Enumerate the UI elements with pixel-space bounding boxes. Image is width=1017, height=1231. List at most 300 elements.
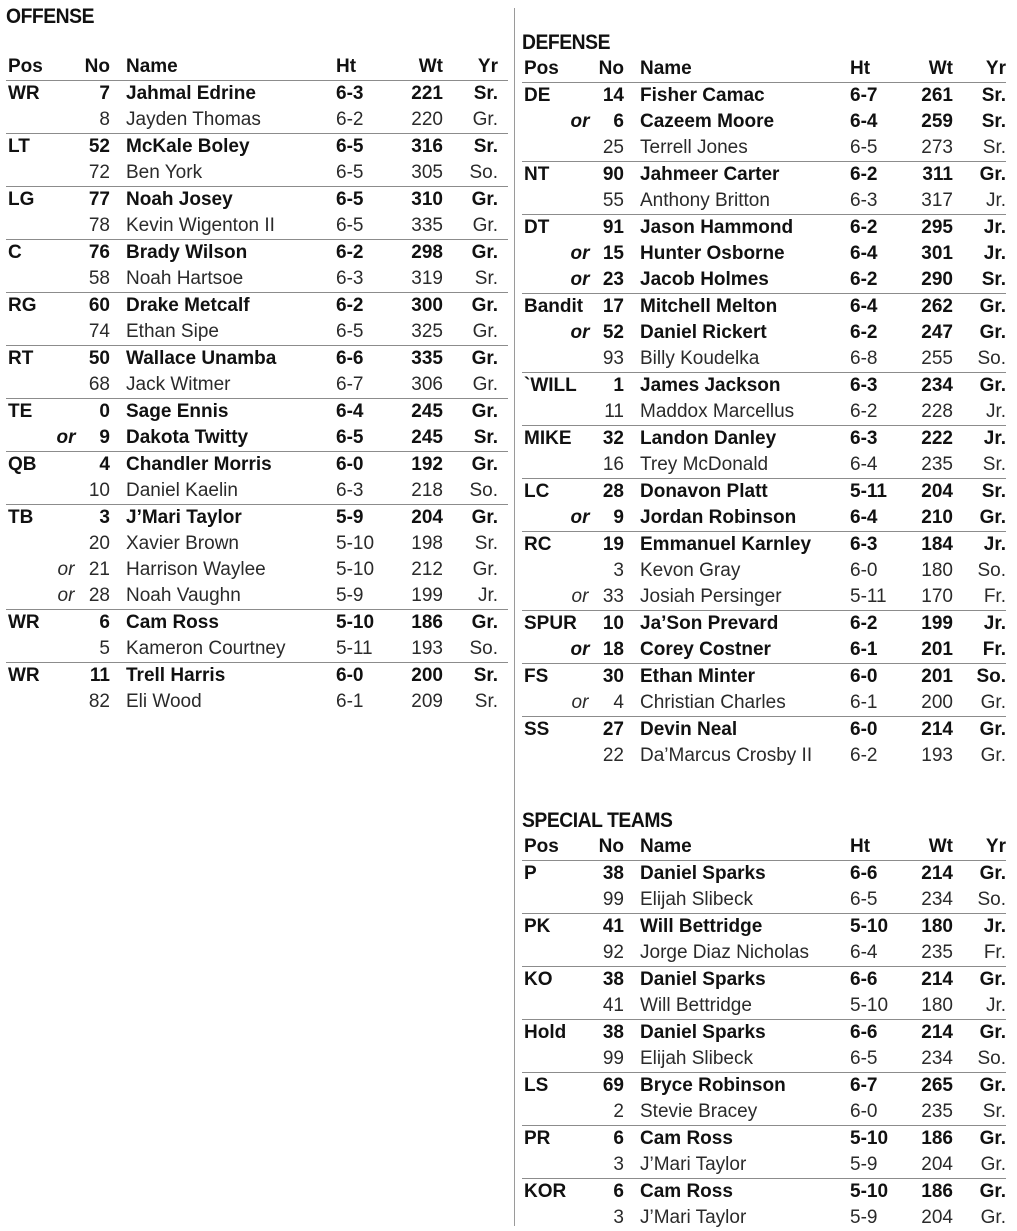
- cell-wt: 209: [411, 691, 443, 712]
- roster-row: [6, 239, 508, 266]
- cell-name: Wallace Unamba: [126, 348, 277, 369]
- header-yr: Yr: [477, 56, 498, 77]
- cell-ht: 6-7: [850, 85, 878, 106]
- roster-row: [522, 993, 1006, 1019]
- cell-ht: 5-10: [850, 1128, 889, 1149]
- cell-name: Landon Danley: [640, 428, 777, 449]
- cell-yr: Sr.: [473, 136, 498, 157]
- roster-row: [522, 505, 1006, 531]
- cell-ht: 6-3: [850, 375, 878, 396]
- cell-yr: Jr.: [985, 190, 1006, 211]
- cell-yr: Sr.: [982, 454, 1006, 475]
- cell-wt: 273: [921, 137, 953, 158]
- cell-pos: PK: [524, 916, 551, 937]
- cell-yr: So.: [469, 638, 498, 659]
- cell-wt: 335: [411, 348, 443, 369]
- cell-yr: Gr.: [979, 863, 1006, 884]
- roster-row: [6, 266, 508, 292]
- header-name: Name: [640, 836, 692, 857]
- roster-row: [522, 1046, 1006, 1072]
- roster-row: [6, 609, 508, 636]
- header-wt: Wt: [928, 836, 953, 857]
- cell-no: 5: [99, 638, 110, 659]
- cell-name: Jayden Thomas: [126, 109, 261, 130]
- cell-no: 77: [88, 189, 110, 210]
- cell-pos: SPUR: [524, 613, 577, 634]
- cell-yr: Gr.: [979, 969, 1006, 990]
- offense-rows: [6, 81, 508, 715]
- cell-name: J’Mari Taylor: [126, 507, 242, 528]
- cell-no: 90: [602, 164, 624, 185]
- roster-row: [6, 319, 508, 345]
- roster-row: [522, 478, 1006, 505]
- roster-row: [522, 966, 1006, 993]
- header-pos: Pos: [8, 56, 43, 77]
- header-pos: Pos: [524, 836, 559, 857]
- roster-row: [522, 913, 1006, 940]
- cell-wt: 204: [921, 481, 953, 502]
- cell-name: Jason Hammond: [640, 217, 794, 238]
- cell-name: Jacob Holmes: [640, 269, 769, 290]
- cell-ht: 6-5: [336, 136, 364, 157]
- cell-wt: 301: [921, 243, 953, 264]
- cell-pos: P: [524, 863, 537, 884]
- cell-ht: 6-7: [850, 1075, 878, 1096]
- cell-ht: 6-1: [850, 639, 878, 660]
- cell-ht: 6-3: [850, 428, 878, 449]
- cell-ht: 6-2: [850, 401, 878, 422]
- cell-no: 11: [604, 401, 624, 422]
- cell-no: 7: [99, 83, 110, 104]
- roster-row: [6, 186, 508, 213]
- header-wt: Wt: [928, 58, 953, 79]
- cell-wt: 235: [921, 1101, 953, 1122]
- cell-yr: Gr.: [472, 109, 498, 130]
- cell-wt: 204: [411, 507, 443, 528]
- cell-wt: 220: [411, 109, 443, 130]
- header-pos: Pos: [524, 58, 559, 79]
- cell-ht: 6-8: [850, 348, 878, 369]
- cell-ht: 6-0: [850, 1101, 878, 1122]
- roster-row: [522, 1178, 1006, 1205]
- cell-no: 9: [613, 507, 624, 528]
- cell-no: 58: [88, 268, 110, 289]
- cell-yr: Gr.: [471, 612, 498, 633]
- cell-yr: So.: [469, 162, 498, 183]
- cell-pos: NT: [524, 164, 550, 185]
- cell-pos: DE: [524, 85, 551, 106]
- cell-yr: Gr.: [472, 215, 498, 236]
- roster-row: [6, 425, 508, 451]
- roster-row: [522, 1072, 1006, 1099]
- cell-no: 3: [613, 560, 624, 581]
- cell-no: 41: [602, 916, 624, 937]
- cell-name: Elijah Slibeck: [640, 1048, 753, 1069]
- cell-yr: Gr.: [980, 745, 1006, 766]
- cell-name: Jorge Diaz Nicholas: [640, 942, 809, 963]
- cell-no: 15: [602, 243, 624, 264]
- cell-pos: TB: [8, 507, 34, 528]
- cell-yr: Jr.: [985, 995, 1006, 1016]
- cell-ht: 5-11: [850, 586, 887, 607]
- cell-name: Jahmeer Carter: [640, 164, 780, 185]
- cell-no: 9: [99, 427, 110, 448]
- cell-yr: Sr.: [982, 1101, 1006, 1122]
- cell-ht: 5-10: [850, 916, 889, 937]
- cell-or: or: [571, 692, 589, 713]
- cell-name: Stevie Bracey: [640, 1101, 758, 1122]
- roster-row: [522, 109, 1006, 135]
- cell-no: 20: [88, 533, 110, 554]
- cell-no: 28: [88, 585, 110, 606]
- cell-ht: 6-0: [336, 665, 364, 686]
- cell-no: 52: [602, 322, 624, 343]
- cell-name: Ja’Son Prevard: [640, 613, 779, 634]
- cell-yr: Fr.: [983, 586, 1006, 607]
- cell-yr: Sr.: [473, 665, 498, 686]
- cell-name: Billy Koudelka: [640, 348, 760, 369]
- cell-wt: 317: [921, 190, 953, 211]
- cell-wt: 222: [921, 428, 953, 449]
- cell-ht: 5-10: [336, 559, 375, 580]
- column-divider: [514, 8, 515, 1226]
- cell-wt: 228: [921, 401, 953, 422]
- special-teams-title: SPECIAL TEAMS: [522, 809, 673, 832]
- cell-yr: Gr.: [979, 296, 1006, 317]
- cell-no: 93: [602, 348, 624, 369]
- cell-wt: 305: [411, 162, 443, 183]
- cell-wt: 210: [921, 507, 953, 528]
- roster-row: [522, 558, 1006, 584]
- cell-yr: Sr.: [473, 83, 498, 104]
- cell-ht: 6-5: [850, 1048, 878, 1069]
- header-ht: Ht: [850, 58, 871, 79]
- cell-yr: Gr.: [472, 321, 498, 342]
- header-name: Name: [126, 56, 178, 77]
- cell-ht: 5-10: [336, 612, 375, 633]
- cell-wt: 311: [922, 164, 953, 185]
- cell-ht: 6-4: [850, 243, 878, 264]
- header-wt: Wt: [418, 56, 443, 77]
- cell-wt: 214: [921, 863, 953, 884]
- cell-wt: 170: [921, 586, 953, 607]
- cell-name: Jack Witmer: [126, 374, 231, 395]
- cell-name: Cam Ross: [640, 1181, 733, 1202]
- cell-no: 6: [613, 1181, 624, 1202]
- roster-row: [6, 531, 508, 557]
- defense-title: DEFENSE: [522, 31, 611, 54]
- cell-pos: RT: [8, 348, 34, 369]
- cell-name: Mitchell Melton: [640, 296, 778, 317]
- cell-wt: 214: [921, 969, 953, 990]
- cell-yr: Gr.: [471, 507, 498, 528]
- roster-row: [522, 346, 1006, 372]
- cell-yr: So.: [977, 560, 1006, 581]
- roster-row: [6, 583, 508, 609]
- cell-ht: 6-0: [850, 719, 878, 740]
- cell-ht: 6-1: [336, 691, 364, 712]
- cell-ht: 6-2: [850, 164, 878, 185]
- cell-no: 23: [602, 269, 624, 290]
- cell-or: or: [56, 427, 76, 448]
- cell-yr: Gr.: [980, 1207, 1006, 1228]
- cell-no: 3: [613, 1154, 624, 1175]
- cell-no: 38: [602, 1022, 624, 1043]
- cell-wt: 180: [921, 560, 953, 581]
- cell-or: or: [571, 586, 589, 607]
- cell-name: Corey Costner: [640, 639, 771, 660]
- roster-row: [6, 160, 508, 186]
- cell-no: 50: [88, 348, 110, 369]
- cell-wt: 212: [411, 559, 443, 580]
- defense-section: [522, 30, 1006, 769]
- cell-wt: 186: [921, 1128, 953, 1149]
- cell-ht: 6-5: [336, 189, 364, 210]
- cell-pos: PR: [524, 1128, 551, 1149]
- cell-no: 18: [602, 639, 624, 660]
- cell-yr: Gr.: [472, 374, 498, 395]
- cell-pos: KOR: [524, 1181, 567, 1202]
- cell-no: 10: [602, 613, 624, 634]
- cell-pos: LS: [524, 1075, 549, 1096]
- cell-no: 6: [613, 1128, 624, 1149]
- roster-row: [522, 188, 1006, 214]
- cell-yr: Gr.: [471, 401, 498, 422]
- roster-row: [6, 213, 508, 239]
- cell-ht: 5-9: [850, 1207, 878, 1228]
- cell-or: or: [570, 639, 590, 660]
- cell-wt: 234: [921, 375, 953, 396]
- cell-name: Will Bettridge: [640, 995, 752, 1016]
- cell-yr: Gr.: [471, 454, 498, 475]
- cell-or: or: [57, 585, 75, 606]
- cell-wt: 221: [411, 83, 443, 104]
- cell-name: Noah Vaughn: [126, 585, 241, 606]
- cell-wt: 198: [411, 533, 443, 554]
- cell-wt: 335: [411, 215, 443, 236]
- cell-no: 82: [88, 691, 110, 712]
- cell-name: Kevin Wigenton II: [126, 215, 275, 236]
- cell-no: 21: [88, 559, 110, 580]
- cell-name: J’Mari Taylor: [640, 1154, 747, 1175]
- cell-pos: SS: [524, 719, 550, 740]
- cell-yr: Sr.: [982, 137, 1006, 158]
- cell-ht: 6-0: [336, 454, 364, 475]
- cell-name: Noah Josey: [126, 189, 233, 210]
- cell-name: Cam Ross: [126, 612, 219, 633]
- cell-pos: WR: [8, 83, 40, 104]
- cell-ht: 5-9: [336, 585, 364, 606]
- cell-no: 6: [99, 612, 110, 633]
- offense-header-row: [6, 54, 508, 81]
- cell-no: 14: [602, 85, 624, 106]
- cell-no: 22: [602, 745, 624, 766]
- cell-name: Maddox Marcellus: [640, 401, 795, 422]
- cell-wt: 214: [921, 719, 953, 740]
- roster-row: [522, 1125, 1006, 1152]
- cell-no: 25: [602, 137, 624, 158]
- cell-wt: 204: [921, 1207, 953, 1228]
- roster-row: [522, 83, 1006, 109]
- cell-yr: Gr.: [471, 242, 498, 263]
- cell-or: or: [570, 322, 590, 343]
- roster-row: [522, 743, 1006, 769]
- cell-no: 17: [602, 296, 624, 317]
- cell-yr: So.: [977, 889, 1006, 910]
- cell-name: Sage Ennis: [126, 401, 229, 422]
- cell-no: 99: [602, 889, 624, 910]
- cell-or: or: [570, 269, 590, 290]
- defense-header-row: [522, 56, 1006, 83]
- special-header-row: [522, 834, 1006, 861]
- cell-yr: So.: [976, 666, 1006, 687]
- roster-row: [522, 584, 1006, 610]
- cell-wt: 218: [411, 480, 443, 501]
- cell-ht: 6-6: [850, 863, 878, 884]
- roster-row: [522, 887, 1006, 913]
- cell-yr: Gr.: [979, 1181, 1006, 1202]
- cell-pos: LT: [8, 136, 30, 157]
- cell-pos: KO: [524, 969, 553, 990]
- cell-name: Will Bettridge: [640, 916, 763, 937]
- cell-name: Daniel Sparks: [640, 1022, 766, 1043]
- cell-ht: 6-6: [850, 969, 878, 990]
- cell-no: 16: [602, 454, 624, 475]
- roster-row: [6, 662, 508, 689]
- header-no: No: [84, 56, 110, 77]
- cell-name: Dakota Twitty: [126, 427, 249, 448]
- cell-no: 55: [602, 190, 624, 211]
- cell-yr: Jr.: [983, 243, 1006, 264]
- cell-name: Eli Wood: [126, 691, 202, 712]
- cell-yr: So.: [469, 480, 498, 501]
- cell-no: 33: [602, 586, 624, 607]
- cell-wt: 245: [411, 401, 443, 422]
- header-name: Name: [640, 58, 692, 79]
- cell-no: 38: [602, 969, 624, 990]
- roster-row: [522, 1152, 1006, 1178]
- roster-row: [522, 690, 1006, 716]
- cell-ht: 6-5: [336, 162, 364, 183]
- roster-row: [522, 399, 1006, 425]
- header-yr: Yr: [985, 58, 1006, 79]
- cell-yr: Jr.: [985, 401, 1006, 422]
- cell-name: Hunter Osborne: [640, 243, 785, 264]
- roster-row: [6, 345, 508, 372]
- cell-yr: Sr.: [474, 268, 498, 289]
- cell-name: Josiah Persinger: [640, 586, 782, 607]
- cell-ht: 6-4: [850, 507, 878, 528]
- cell-no: 69: [602, 1075, 624, 1096]
- cell-name: James Jackson: [640, 375, 781, 396]
- cell-wt: 235: [921, 454, 953, 475]
- cell-yr: Gr.: [979, 1075, 1006, 1096]
- roster-row: [522, 1019, 1006, 1046]
- cell-no: 2: [613, 1101, 624, 1122]
- cell-wt: 255: [921, 348, 953, 369]
- cell-name: Anthony Britton: [640, 190, 770, 211]
- cell-yr: Gr.: [979, 375, 1006, 396]
- roster-row: [6, 557, 508, 583]
- cell-ht: 5-11: [850, 481, 887, 502]
- cell-pos: LG: [8, 189, 35, 210]
- cell-wt: 180: [921, 916, 953, 937]
- cell-pos: DT: [524, 217, 550, 238]
- cell-name: Bryce Robinson: [640, 1075, 786, 1096]
- cell-pos: MIKE: [524, 428, 572, 449]
- cell-no: 60: [88, 295, 110, 316]
- roster-row: [522, 425, 1006, 452]
- cell-pos: WR: [8, 665, 40, 686]
- cell-name: Ben York: [126, 162, 203, 183]
- header-no: No: [598, 836, 624, 857]
- cell-name: Cam Ross: [640, 1128, 733, 1149]
- cell-ht: 6-2: [850, 269, 878, 290]
- cell-ht: 6-2: [850, 745, 878, 766]
- cell-ht: 6-2: [336, 242, 364, 263]
- cell-yr: Gr.: [979, 719, 1006, 740]
- cell-yr: Jr.: [983, 613, 1006, 634]
- cell-ht: 5-10: [850, 1181, 889, 1202]
- cell-ht: 5-9: [336, 507, 364, 528]
- cell-no: 52: [88, 136, 110, 157]
- cell-wt: 192: [411, 454, 443, 475]
- cell-yr: Gr.: [472, 559, 498, 580]
- cell-name: Terrell Jones: [640, 137, 748, 158]
- cell-wt: 310: [411, 189, 443, 210]
- roster-row: [6, 451, 508, 478]
- cell-name: Donavon Platt: [640, 481, 768, 502]
- cell-name: Ethan Sipe: [126, 321, 219, 342]
- cell-or: or: [570, 111, 590, 132]
- cell-wt: 235: [921, 942, 953, 963]
- cell-ht: 6-1: [850, 692, 878, 713]
- cell-name: Kevon Gray: [640, 560, 741, 581]
- cell-wt: 199: [921, 613, 953, 634]
- cell-no: 3: [613, 1207, 624, 1228]
- cell-ht: 6-3: [850, 190, 878, 211]
- cell-pos: C: [8, 242, 22, 263]
- cell-wt: 180: [921, 995, 953, 1016]
- cell-pos: QB: [8, 454, 37, 475]
- cell-ht: 5-10: [336, 533, 375, 554]
- cell-yr: Gr.: [980, 1154, 1006, 1175]
- cell-name: Xavier Brown: [126, 533, 239, 554]
- cell-ht: 6-6: [336, 348, 364, 369]
- cell-yr: Fr.: [982, 639, 1006, 660]
- roster-row: [522, 663, 1006, 690]
- offense-section: [6, 4, 508, 715]
- cell-ht: 6-5: [336, 427, 364, 448]
- cell-name: Elijah Slibeck: [640, 889, 753, 910]
- cell-no: 8: [99, 109, 110, 130]
- cell-ht: 6-0: [850, 666, 878, 687]
- roster-row: [522, 372, 1006, 399]
- cell-ht: 6-2: [850, 217, 878, 238]
- cell-name: Daniel Sparks: [640, 863, 766, 884]
- roster-row: [522, 861, 1006, 887]
- cell-name: Jordan Robinson: [640, 507, 797, 528]
- roster-row: [522, 716, 1006, 743]
- cell-yr: Sr.: [981, 481, 1006, 502]
- cell-pos: RG: [8, 295, 37, 316]
- cell-wt: 316: [411, 136, 443, 157]
- cell-name: Trell Harris: [126, 665, 226, 686]
- cell-yr: Gr.: [979, 1128, 1006, 1149]
- cell-pos: FS: [524, 666, 549, 687]
- cell-yr: Jr.: [477, 585, 498, 606]
- cell-pos: LC: [524, 481, 550, 502]
